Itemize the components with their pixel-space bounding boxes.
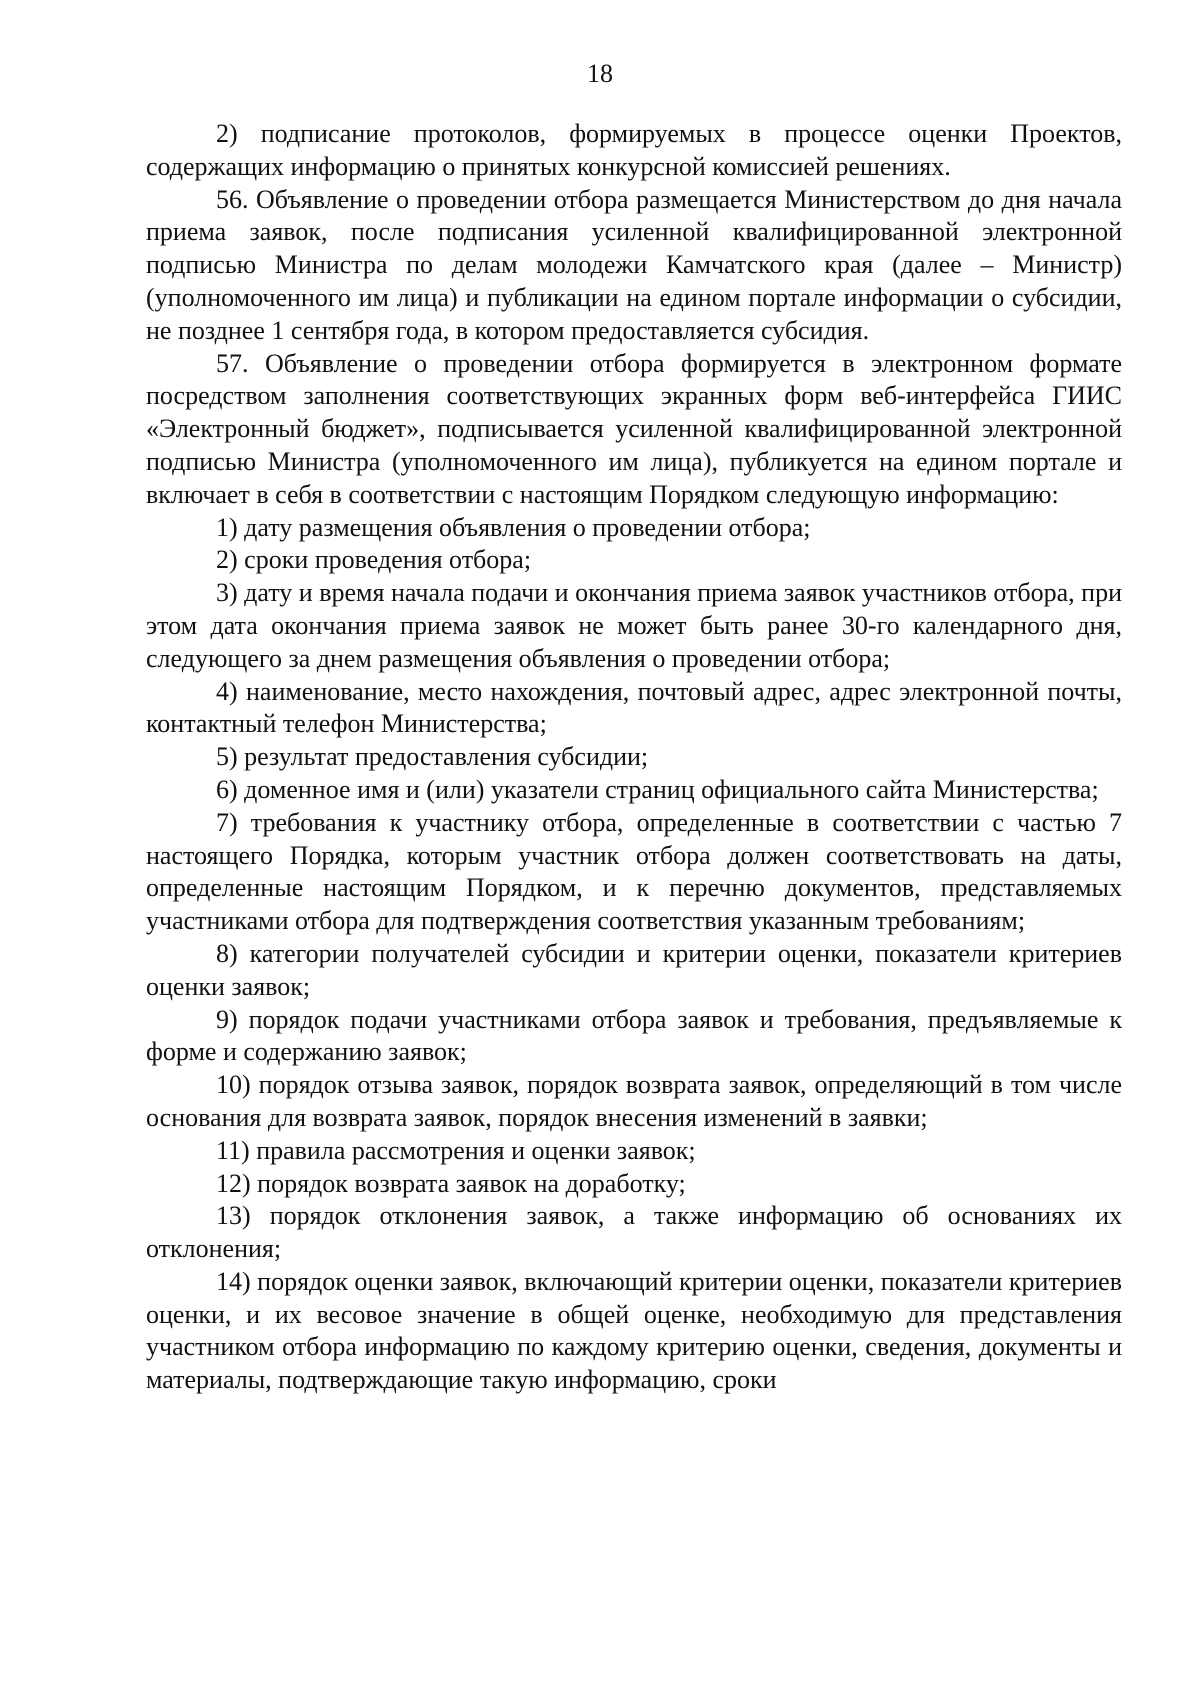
document-body — [146, 118, 1122, 1397]
clause-56-announcement-placement: 56. Объявление о проведении отбора размещается Министерством до дня начала приема заявок, после подписания усиленной квалифицированной электронной подписью Министра по делам молодежи Камчатского края (далее – Министр) (уполномоченного им лица) и публикации на едином портале информации о субсидии, не позднее 1 сентября года, в котором предоставляется субсидия. — [146, 184, 1122, 345]
list-item-6: 6) доменное имя и (или) указатели страниц официального сайта Министерства; — [216, 774, 1099, 804]
list-item-3: 3) дату и время начала подачи и окончания приема заявок участников отбора, при этом дата окончания приема заявок не может быть ранее 30-го календарного дня, следующего за днем размещения объявления о проведении отбора; — [146, 578, 1122, 673]
list-item-9: 9) порядок подачи участниками отбора заявок и требования, предъявляемые к форме и содержанию заявок; — [146, 1004, 1122, 1067]
list-item-1: 1) дату размещения объявления о проведении отбора; — [216, 512, 811, 542]
list-item-2: 2) сроки проведения отбора; — [216, 545, 532, 575]
page-number: 18 — [587, 59, 613, 88]
list-item-10: 10) порядок отзыва заявок, порядок возврата заявок, определяющий в том числе основания для возврата заявок, порядок внесения изменений в заявки; — [146, 1070, 1122, 1132]
item-2-signing-protocols: 2) подписание протоколов, формируемых в процессе оценки Проектов, содержащих информацию о принятых конкурсной комиссией решениях. — [146, 119, 1122, 181]
list-item-13: 13) порядок отклонения заявок, а также информацию об основаниях их отклонения; — [146, 1201, 1122, 1264]
list-item-12: 12) порядок возврата заявок на доработку; — [216, 1168, 686, 1198]
list-item-14: 14) порядок оценки заявок, включающий критерии оценки, показатели критериев оценки, и их весовое значение в общей оценке, необходимую для представления участником отбора информацию по каждому критерию оценки, сведения, документы и материалы, подтверждающие такую информацию, сроки — [146, 1266, 1123, 1395]
list-item-7: 7) требования к участнику отбора, определенные в соответствии с частью 7 настоящего Порядка, которым участник отбора должен соответствовать на даты, определенные настоящим Порядком, и к перечню документов, представляемых участниками отбора для подтверждения соответствия указанным требованиям; — [146, 807, 1122, 936]
list-item-8: 8) категории получателей субсидии и критерии оценки, показатели критериев оценки заявок; — [146, 938, 1122, 1001]
list-item-5: 5) результат предоставления субсидии; — [216, 742, 649, 772]
list-item-4: 4) наименование, место нахождения, почтовый адрес, адрес электронной почты, контактный телефон Министерства; — [146, 676, 1122, 739]
clause-57-announcement-format: 57. Объявление о проведении отбора формируется в электронном формате посредством заполнения соответствующих экранных форм веб-интерфейса ГИИС «Электронный бюджет», подписывается усиленной квалифицированной электронной подписью Министра (уполномоченного им лица), публикуется на едином портале и включает в себя в соответствии с настоящим Порядком следующую информацию: — [146, 348, 1122, 509]
list-item-11: 11) правила рассмотрения и оценки заявок; — [216, 1135, 696, 1165]
